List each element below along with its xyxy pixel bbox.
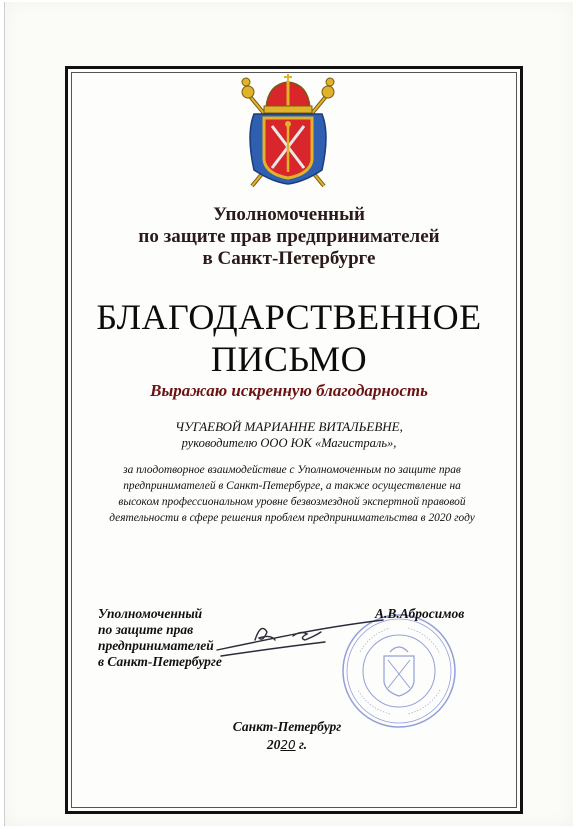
signatory-name: А.В.Абросимов [375, 606, 465, 621]
handwritten-signature [215, 612, 385, 660]
city-name: Санкт-Петербург [232, 719, 342, 734]
coat-of-arms-icon [232, 74, 344, 194]
body-line: предпринимателей в Санкт-Петербурге, а также осуществление на [123, 480, 461, 492]
document-title [60, 296, 518, 380]
title-line: БЛАГОДАРСТВЕННОЕ [96, 297, 482, 337]
year-suffix: г. [295, 737, 308, 752]
year-handwritten: 20 [280, 738, 296, 752]
ombudsman-line: по защите прав предпринимателей [138, 226, 440, 247]
signatory-title-line: Уполномоченный [98, 606, 203, 621]
document-year [212, 736, 362, 754]
ombudsman-heading [60, 204, 518, 270]
title-line: ПИСЬМО [210, 339, 368, 379]
ombudsman-line: Уполномоченный [213, 204, 365, 225]
body-line: высоком профессиональном уровне безвозмездной экспертной правовой [118, 496, 466, 508]
signatory-title-line: по защите прав [98, 622, 194, 637]
year-prefix: 20 [266, 737, 281, 752]
signatory-title-line: предпринимателей [98, 638, 214, 653]
gratitude-line: Выражаю искренную благодарность [150, 381, 428, 400]
body-line: деятельности в сфере решения проблем предпринимательства в 2020 году [109, 512, 475, 524]
ombudsman-line: в Санкт-Петербурге [202, 248, 376, 269]
recipient-position: руководителю ООО ЮК «Магистраль», [181, 436, 397, 450]
recipient-name: ЧУГАЕВОЙ МАРИАННЕ ВИТАЛЬЕВНЕ, [175, 419, 403, 434]
gratitude-body [92, 462, 492, 526]
body-line: за плодотворное взаимодействие с Уполномоченным по защите прав [123, 464, 461, 476]
signatory-title-line: в Санкт-Петербурге [98, 654, 222, 669]
place-and-date [212, 718, 362, 754]
recipient-block [60, 419, 518, 451]
